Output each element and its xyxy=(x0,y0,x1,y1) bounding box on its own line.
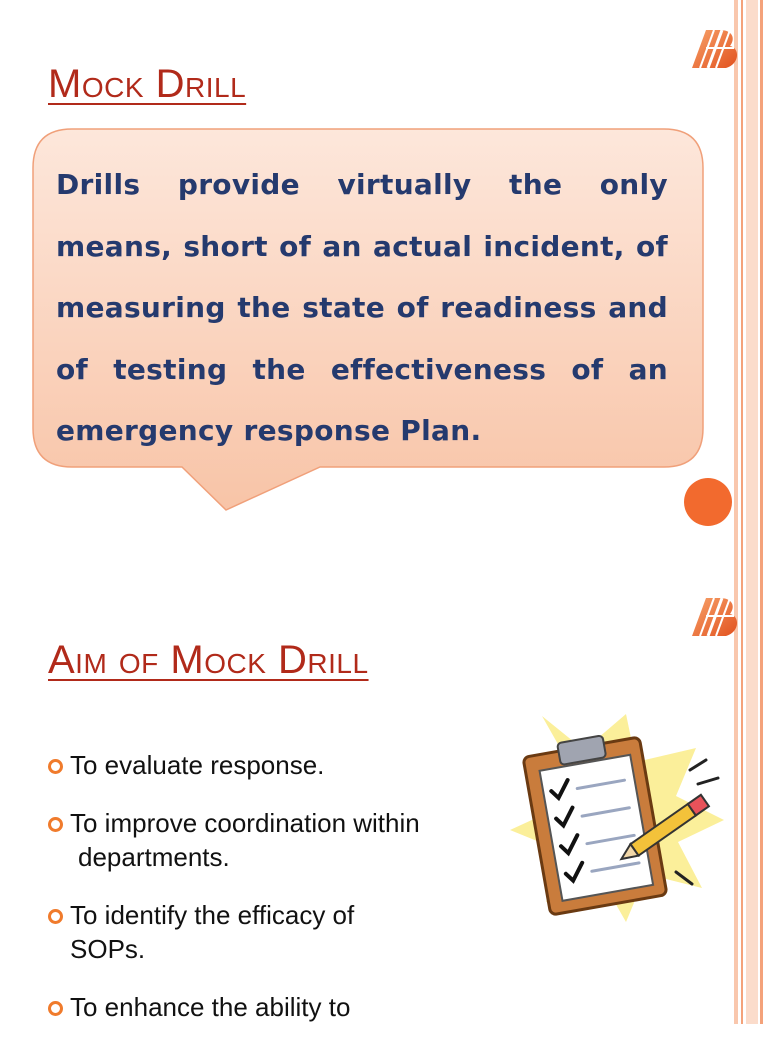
list-item-text: To improve coordination within xyxy=(70,808,420,838)
ring-bullet-icon xyxy=(48,759,63,774)
list-item xyxy=(48,748,508,782)
list-item-text: To identify the efficacy of xyxy=(70,900,355,930)
definition-callout xyxy=(32,128,704,468)
callout-text: Drills provide virtually the only means, short of an actual incident, of measuring the state of readiness and of testing the effectiveness of an emergency response Plan. xyxy=(56,168,668,447)
list-item xyxy=(48,898,508,966)
border-stripe xyxy=(746,0,758,1024)
section-title: Aim of Mock Drill xyxy=(48,638,369,682)
ring-bullet-icon xyxy=(48,817,63,832)
list-item-text-continued: SOPs. xyxy=(70,934,146,964)
list-item-text-continued: departments. xyxy=(78,842,230,872)
ring-bullet-icon xyxy=(48,1001,63,1016)
aim-list xyxy=(48,748,508,1048)
list-item-text: To enhance the ability to xyxy=(70,992,351,1022)
list-item xyxy=(48,990,508,1024)
border-stripe xyxy=(760,0,763,1024)
list-item-text: To evaluate response. xyxy=(70,750,325,780)
bank-of-baroda-logo-icon xyxy=(686,592,748,642)
border-stripe xyxy=(741,0,743,1024)
border-stripe xyxy=(734,0,738,1024)
ring-bullet-icon xyxy=(48,909,63,924)
orange-dot-decoration xyxy=(684,478,732,526)
list-item xyxy=(48,806,508,874)
page-title: Mock Drill xyxy=(48,62,247,106)
clipboard-checklist-icon xyxy=(506,712,728,928)
bank-of-baroda-logo-icon xyxy=(686,24,748,74)
